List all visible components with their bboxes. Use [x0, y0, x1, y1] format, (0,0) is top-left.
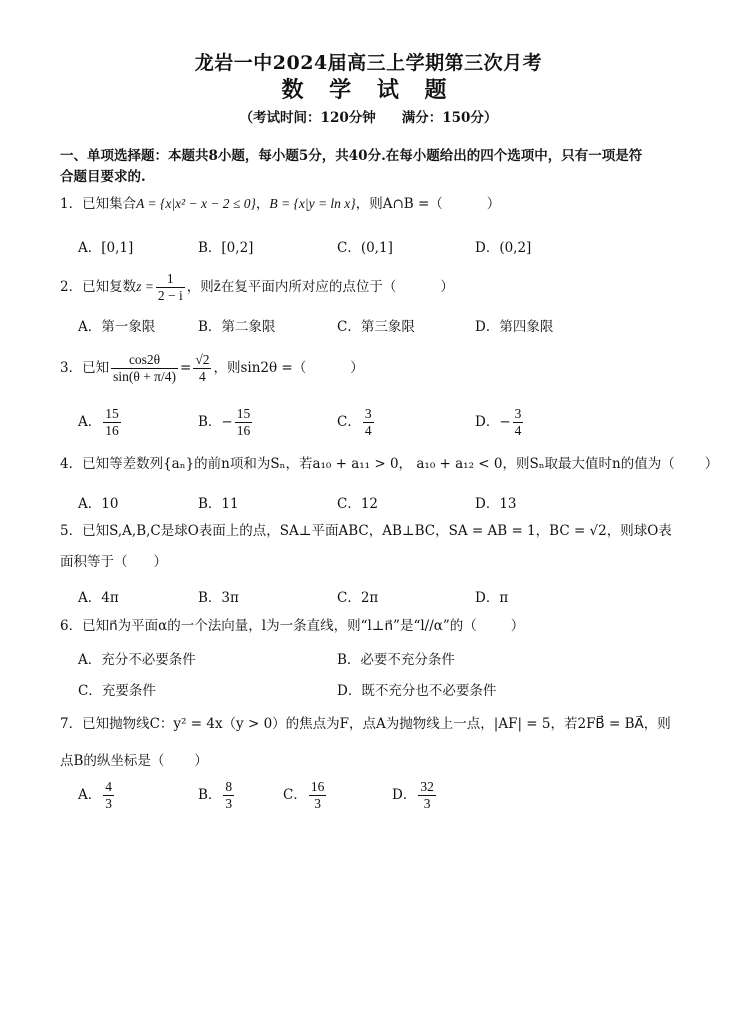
- question-7-line-1: 7．已知抛物线C：y² = 4x（y > 0）的焦点为F，点A为抛物线上一点，|AF| = 5，若2FB⃗ = BA⃗，则: [60, 716, 671, 732]
- q4-option-c: C．12: [337, 496, 379, 512]
- q5-option-d: D．π: [475, 590, 509, 606]
- q3-option-a-num: 15: [105, 406, 119, 421]
- q1-close: ）: [486, 196, 501, 212]
- q2-close: ）: [440, 279, 454, 295]
- question-5-line-1: 5．已知S,A,B,C是球O表面上的点，SA⊥平面ABC，AB⊥BC，SA = AB = 1，BC = √2，则球O表: [60, 523, 672, 539]
- q3-left-denominator: sin(θ + π/4): [113, 369, 176, 384]
- section-heading: [60, 146, 681, 188]
- question-5-line-2: [60, 553, 681, 571]
- q3-option-a: [78, 406, 123, 439]
- question-6: [60, 617, 681, 635]
- q4-option-b: B．11: [198, 496, 239, 512]
- school-title: 龙岩一中2024届高三上学期第三次月考: [194, 52, 543, 74]
- question-1: [60, 195, 681, 213]
- q3-option-a-den: 16: [105, 423, 119, 438]
- q7-option-d-den: 3: [423, 796, 431, 811]
- q3-option-b: [198, 406, 254, 439]
- q7-option-d-fraction: [418, 779, 436, 812]
- q3-equals: =: [180, 360, 192, 376]
- q4-text: 4．已知等差数列{aₙ}的前n项和为Sₙ，若a₁₀ + a₁₁ > 0， a₁₀ + a₁₂ < 0，则Sₙ取最大值时n的值为（: [60, 456, 675, 472]
- question-4: [60, 455, 719, 473]
- q3-option-d-num: 3: [514, 406, 522, 421]
- q3-option-d: [475, 406, 525, 439]
- q3-option-c: [337, 406, 376, 439]
- exam-score: 满分：150分）: [401, 110, 498, 126]
- q2-text: ，则z̄在复平面内所对应的点位于（: [186, 279, 397, 295]
- q5-line2: 面积等于（: [60, 554, 128, 570]
- q7-option-c-fraction: [309, 779, 327, 812]
- question-7-line-2: [60, 752, 681, 770]
- q7-option-b-label: B．: [198, 787, 222, 803]
- q6-option-c: C．充要条件: [78, 683, 156, 699]
- q7-option-b-den: 3: [225, 796, 233, 811]
- q2-prefix: 2．已知复数: [60, 279, 137, 295]
- q2-option-c: C．第三象限: [337, 319, 415, 335]
- q3-option-a-fraction: [103, 406, 121, 439]
- q3-text: ，则sin2θ =（: [213, 360, 307, 376]
- q3-left-fraction: [111, 352, 178, 385]
- q3-option-b-fraction: [235, 406, 253, 439]
- question-2: [60, 271, 681, 304]
- q6-option-d: D．既不充分也不必要条件: [337, 683, 497, 699]
- q7-option-a-fraction: [103, 779, 114, 812]
- q1-option-c: C．(0,1]: [337, 240, 393, 256]
- q4-option-d: D．13: [475, 496, 517, 512]
- q3-option-d-den: 4: [514, 423, 522, 438]
- q1-option-a: A．[0,1]: [78, 240, 134, 256]
- q3-option-b-num: 15: [236, 406, 251, 421]
- q5-option-a: A．4π: [78, 590, 119, 606]
- q3-option-a-label: A．: [78, 414, 102, 430]
- q7-option-c: [283, 779, 328, 812]
- q7-option-b-fraction: [223, 779, 234, 812]
- question-3: [60, 343, 681, 393]
- q2-option-a: A．第一象限: [78, 319, 156, 335]
- q7-option-b-num: 8: [225, 779, 233, 794]
- q7-option-a-label: A．: [78, 787, 102, 803]
- q3-option-c-label: C．: [337, 414, 361, 430]
- q2-fraction: [156, 271, 185, 304]
- q7-option-a: [78, 779, 116, 812]
- q3-option-c-den: 4: [364, 423, 372, 438]
- q7-line2: 点B的纵坐标是（: [60, 753, 165, 769]
- q5-option-c: C．2π: [337, 590, 379, 606]
- q3-option-c-fraction: [363, 406, 374, 439]
- q1-set-a: A = {x|x² − x − 2 ≤ 0}: [136, 196, 256, 211]
- q7-close: ）: [194, 753, 208, 769]
- q3-right-fraction: [193, 352, 211, 385]
- q6-option-b: B．必要不充分条件: [337, 652, 455, 668]
- q7-option-d: [392, 779, 438, 812]
- q6-text: 6．已知n⃗为平面α的一个法向量，l为一条直线，则“l⊥n⃗”是“l//α”的（: [60, 618, 477, 634]
- q1-separator: ，: [255, 196, 270, 212]
- subject-title: 数 学 试 题: [281, 77, 456, 103]
- q3-right-numerator: √2: [195, 352, 210, 367]
- q1-set-b: B = {x|y = ln x}: [269, 196, 356, 211]
- q3-option-b-label: B．−: [198, 414, 233, 430]
- q7-option-a-den: 3: [105, 796, 112, 811]
- q3-right-denominator: 4: [199, 369, 206, 384]
- q7-option-d-num: 32: [420, 779, 434, 794]
- q3-option-c-num: 3: [364, 406, 372, 421]
- q6-close: ）: [510, 618, 525, 634]
- q7-option-a-num: 4: [105, 779, 112, 794]
- q2-z: z =: [136, 279, 154, 294]
- q3-option-d-fraction: [513, 406, 524, 439]
- q2-option-b: B．第二象限: [198, 319, 276, 335]
- q2-option-d: D．第四象限: [475, 319, 554, 335]
- q4-option-a: A．10: [78, 496, 119, 512]
- q2-numerator: 1: [156, 271, 185, 288]
- q4-close: ）: [704, 456, 719, 472]
- q1-option-b: B．[0,2]: [198, 240, 254, 256]
- q7-option-c-label: C．: [283, 787, 307, 803]
- section-line-1: 一、单项选择题：本题共8小题，每小题5分，共40分.在每小题给出的四个选项中，只有一项是符: [60, 148, 643, 164]
- q2-denominator: 2 − i: [157, 288, 183, 303]
- q3-prefix: 3．已知: [60, 360, 110, 376]
- q3-left-numerator: cos2θ: [111, 352, 178, 369]
- exam-time: （考试时间：120分钟: [239, 110, 376, 126]
- q5-option-b: B．3π: [198, 590, 239, 606]
- q7-option-b: [198, 779, 236, 812]
- q7-option-c-num: 16: [310, 779, 325, 794]
- q5-close: ）: [153, 554, 167, 570]
- section-line-2: 合题目要求的.: [60, 169, 146, 185]
- q3-option-d-label: D．−: [475, 414, 511, 430]
- exam-info: [0, 106, 737, 126]
- q3-option-b-den: 16: [236, 423, 251, 438]
- q3-close: ）: [350, 360, 364, 376]
- q7-option-d-label: D．: [392, 787, 417, 803]
- q6-option-a: A．充分不必要条件: [78, 652, 196, 668]
- q7-option-c-den: 3: [314, 796, 321, 811]
- q1-option-d: D．(0,2]: [475, 240, 532, 256]
- q1-prefix: 1．已知集合: [60, 196, 137, 212]
- q1-ask: ，则A∩B =（: [355, 196, 443, 212]
